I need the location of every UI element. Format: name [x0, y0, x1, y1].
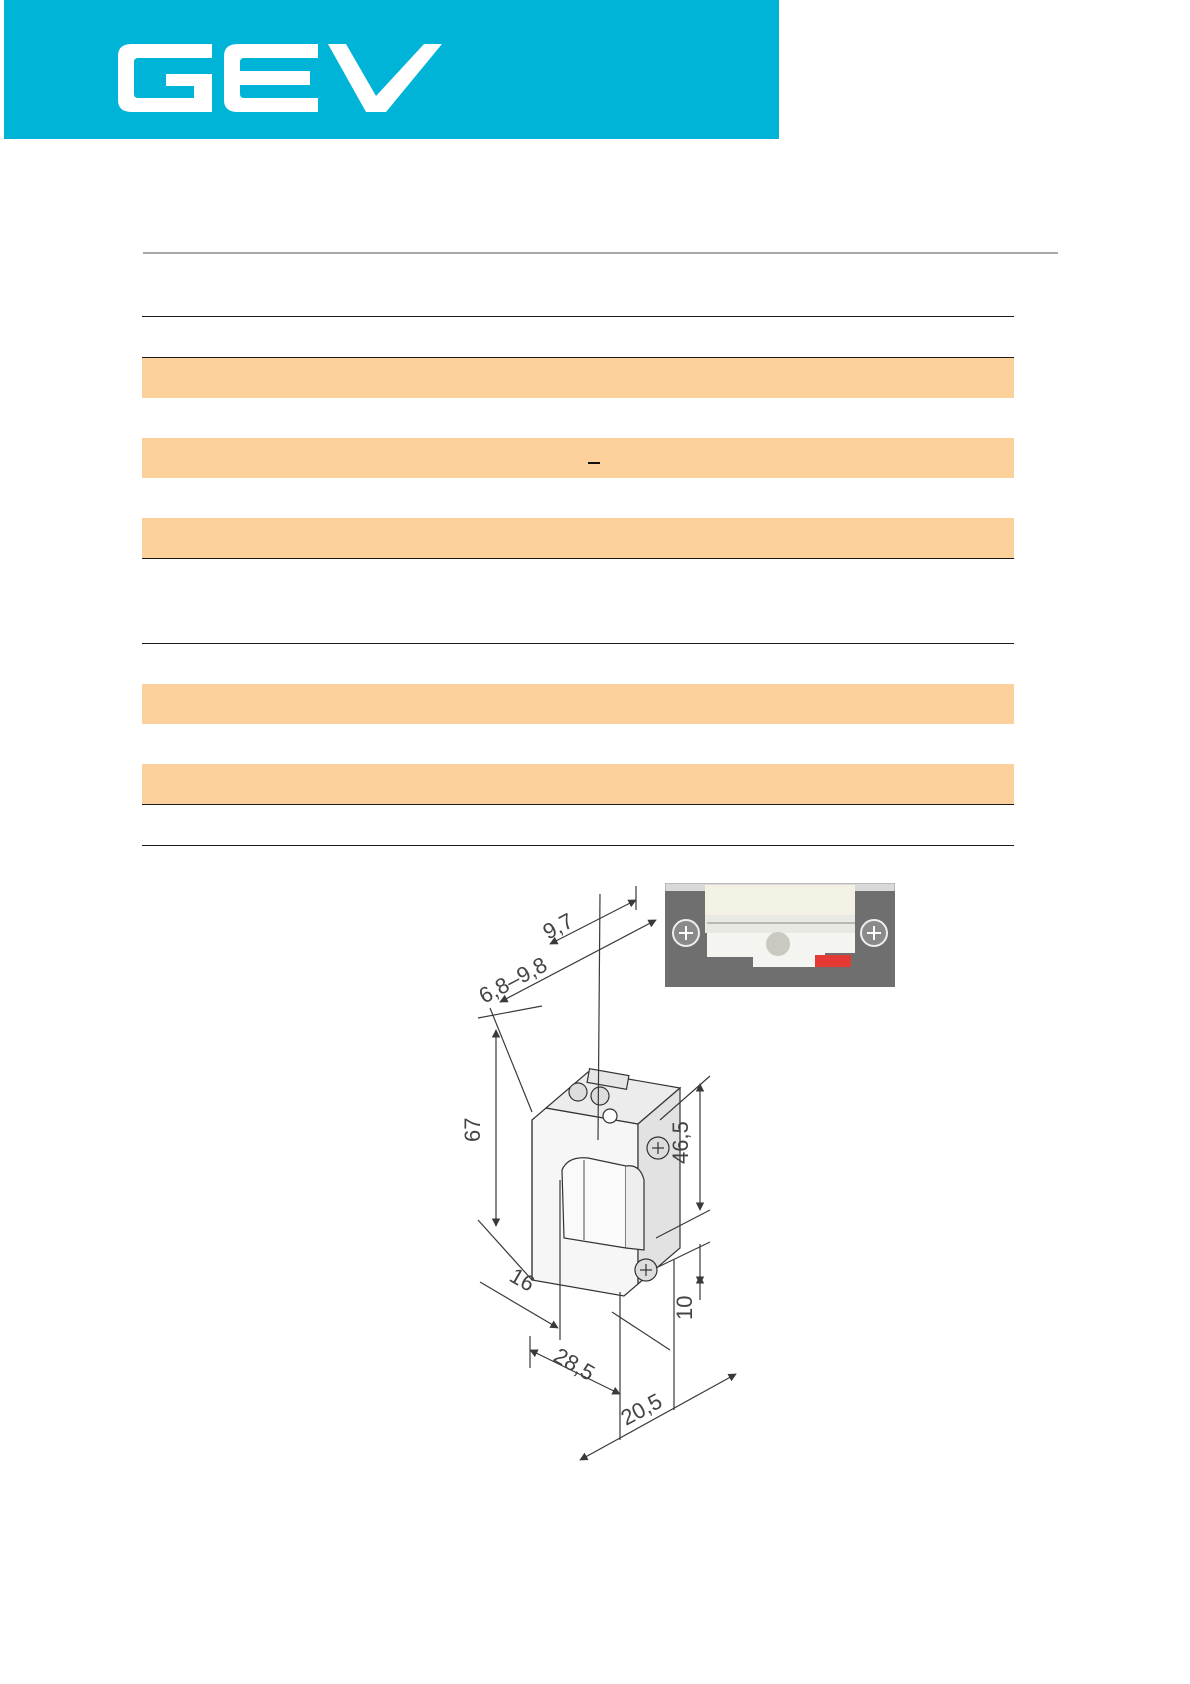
dimension-label: 67 — [460, 1117, 485, 1142]
spec-row — [142, 804, 1014, 846]
gev-logo-graphic — [114, 42, 444, 114]
spec-row — [142, 478, 1014, 518]
technical-drawing — [460, 880, 905, 1570]
phillips-screw-icon — [635, 1259, 657, 1281]
header-banner — [4, 0, 779, 139]
dimension-label: 16 — [505, 1262, 540, 1297]
spec-row — [142, 398, 1014, 438]
spec-row — [142, 559, 1014, 644]
dimension-label: 10 — [672, 1295, 697, 1320]
spec-row — [142, 684, 1014, 724]
spec-row — [142, 518, 1014, 559]
dimension-label: 9,7 — [538, 907, 578, 945]
tolerance-mark — [588, 462, 600, 464]
spec-row — [142, 438, 1014, 478]
dimension-height — [460, 1006, 542, 1280]
spec-row — [142, 764, 1014, 804]
dimension-label: 20,5 — [616, 1388, 667, 1431]
spec-row — [142, 316, 1014, 358]
spec-table — [142, 316, 1014, 846]
dimension-label: 46,5 — [668, 1121, 693, 1164]
strike-body — [532, 1069, 680, 1296]
dimension-label: 6,8–9,8 — [474, 951, 552, 1009]
spec-row — [142, 644, 1014, 684]
phillips-screw-icon — [647, 1137, 669, 1159]
spec-row — [142, 358, 1014, 398]
header-divider — [143, 252, 1058, 254]
dimension-label: 28,5 — [549, 1342, 600, 1386]
spec-row — [142, 724, 1014, 764]
gev-logo — [114, 42, 444, 114]
